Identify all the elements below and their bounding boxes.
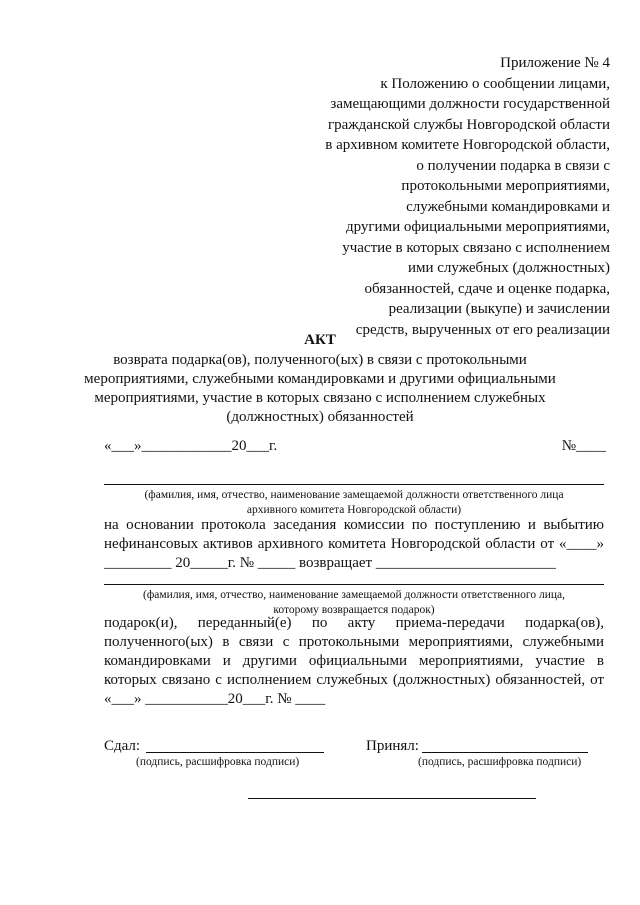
text-line: протокольными мероприятиями, xyxy=(401,178,610,194)
received-signature-caption: (подпись, расшифровка подписи) xyxy=(418,756,582,768)
text-line: реализации (выкупе) и зачислении xyxy=(388,301,610,317)
handed-signature-line xyxy=(146,752,324,753)
gift-line: командировками и другими официальными мероприятиями, участие в xyxy=(104,653,604,669)
text-line: мероприятиями, служебными командировками и другими официальными xyxy=(84,371,556,387)
gift-line: подарок(и), переданный(е) по акту приема-передачи подарка(ов), xyxy=(104,615,604,631)
recipient-line xyxy=(104,584,604,585)
text-line: (фамилия, имя, отчество, наименование замещаемой должности ответственного лица xyxy=(144,489,564,501)
gift-line: полученного(ых) в связи с протокольными мероприятиями, служебными xyxy=(104,634,604,650)
text-line: (фамилия, имя, отчество, наименование замещаемой должности ответственного лица, xyxy=(143,589,565,601)
text-line: замещающими должности государственной xyxy=(330,96,610,112)
text-line: возврата подарка(ов), полученного(ых) в связи с протокольными xyxy=(113,352,527,368)
act-title: АКТ xyxy=(304,332,336,348)
text-line: о получении подарка в связи с xyxy=(416,157,610,174)
received-label: Принял: xyxy=(366,738,419,754)
basis-last-line: _________ 20_____г. № _____ возвращает ________________________ xyxy=(104,555,556,571)
handed-label: Сдал: xyxy=(104,738,141,754)
text-line: архивного комитета Новгородской области) xyxy=(246,504,462,516)
received-signature-line xyxy=(422,752,588,753)
text-line: средств, вырученных от его реализации xyxy=(355,321,610,338)
text-line: Приложение № 4 xyxy=(500,55,610,71)
act-subtitle xyxy=(60,351,580,427)
text-line: ими служебных (должностных) xyxy=(407,260,610,276)
text-line: другими официальными мероприятиями, xyxy=(345,219,610,235)
basis-line: на основании протокола заседания комиссии по поступлению и выбытию xyxy=(104,517,604,533)
act-date: «___»____________20___г. xyxy=(104,438,278,454)
gift-last-line: «___» ___________20___г. № ____ xyxy=(104,691,326,707)
responsible-person-line xyxy=(104,484,604,485)
text-line: мероприятиями, участие в которых связано с исполнением служебных xyxy=(94,390,546,406)
basis-line: нефинансовых активов архивного комитета Новгородской области от «____» xyxy=(104,536,604,552)
text-line: гражданской службы Новгородской области xyxy=(327,116,610,133)
bottom-line xyxy=(248,798,536,799)
text-line: в архивном комитете Новгородской области, xyxy=(325,137,610,153)
text-line: к Положению о сообщении лицами, xyxy=(380,75,610,92)
appendix-header xyxy=(310,53,610,340)
text-line: (должностных) обязанностей xyxy=(226,409,414,425)
act-number: №____ xyxy=(561,438,606,454)
responsible-person-caption xyxy=(104,488,604,518)
text-line: служебными командировками и xyxy=(406,198,610,215)
handed-signature-caption: (подпись, расшифровка подписи) xyxy=(136,756,300,768)
text-line: которому возвращается подарок) xyxy=(273,604,435,616)
text-line: участие в которых связано с исполнением xyxy=(342,239,610,256)
gift-line: которых связано с исполнением служебных (должностных) обязанностей, от xyxy=(104,672,604,688)
text-line: обязанностей, сдаче и оценке подарка, xyxy=(364,280,610,297)
